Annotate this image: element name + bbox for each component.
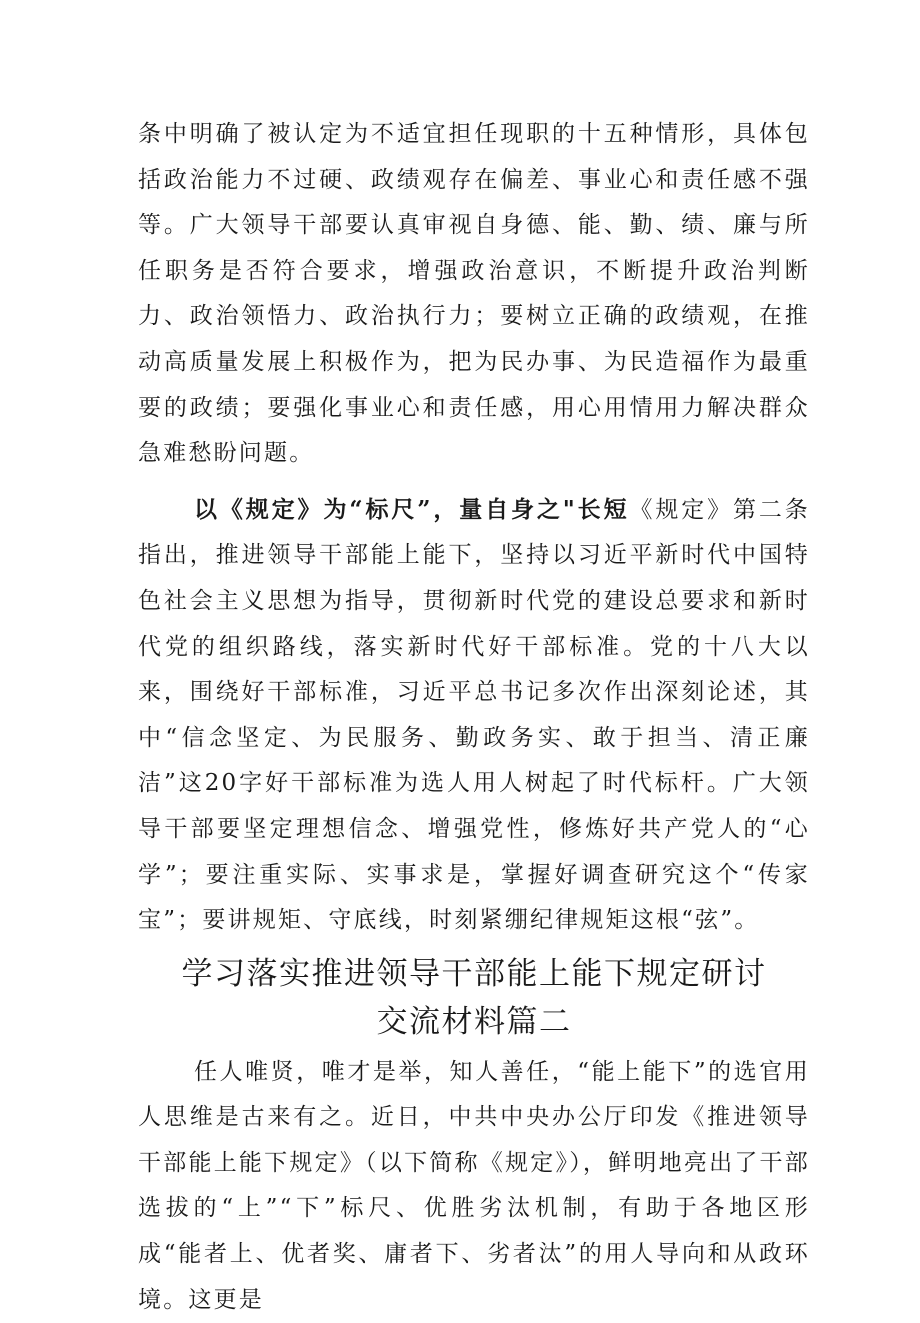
paragraph-3: 任人唯贤，唯才是举，知人善任，“能上能下”的选官用人思维是古来有之。近日，中共中央办公厅印发《推进领导干部能上能下规定》（以下简称《规定》），鲜明地亮出了干部选拔的“上”“下”标尺、优胜劣汰机制，有助于各地区形成“能者上、优者奖、庸者下、劣者汰”的用人导向和从政环境。这更是 bbox=[138, 1058, 810, 1313]
paragraph-1: 条中明确了被认定为不适宜担任现职的十五种情形，具体包括政治能力不过硬、政绩观存在偏差、事业心和责任感不强等。广大领导干部要认真审视自身德、能、勤、绩、廉与所任职务是否符合要求，增强政治意识，不断提升政治判断力、政治领悟力、政治执行力；要树立正确的政绩观，在推动高质量发展上积极作为，把为民办事、为民造福作为最重要的政绩；要强化事业心和责任感，用心用情用力解决群众急难愁盼问题。 bbox=[138, 121, 810, 467]
paragraph-2 bbox=[138, 487, 810, 944]
paragraph-2-lead: 以《规定》为“标尺”，量自身之"长短 bbox=[194, 495, 630, 523]
section-heading-line-1: 学习落实推进领导干部能上能下规定研讨 bbox=[181, 955, 767, 992]
paragraph-2-body: 《规定》第二条指出，推进领导干部能上能下，坚持以习近平新时代中国特色社会主义思想为指导，贯彻新时代党的建设总要求和新时代党的组织路线，落实新时代好干部标准。党的十八大以来，围绕好干部标准，习近平总书记多次作出深刻论述，其中“信念坚定、为民服务、勤政务实、敢于担当、清正廉洁”这20字好干部标准为选人用人树起了时代标杆。广大领导干部要坚定理想信念、增强党性，修炼好共产党人的“心学”；要注重实际、实事求是，掌握好调查研究这个“传家宝”；要讲规矩、守底线，时刻紧绷纪律规矩这根“弦”。 bbox=[138, 496, 810, 934]
document-page bbox=[138, 112, 810, 1323]
section-heading-line-2: 交流材料篇二 bbox=[376, 1003, 572, 1040]
section-heading bbox=[138, 950, 810, 1046]
